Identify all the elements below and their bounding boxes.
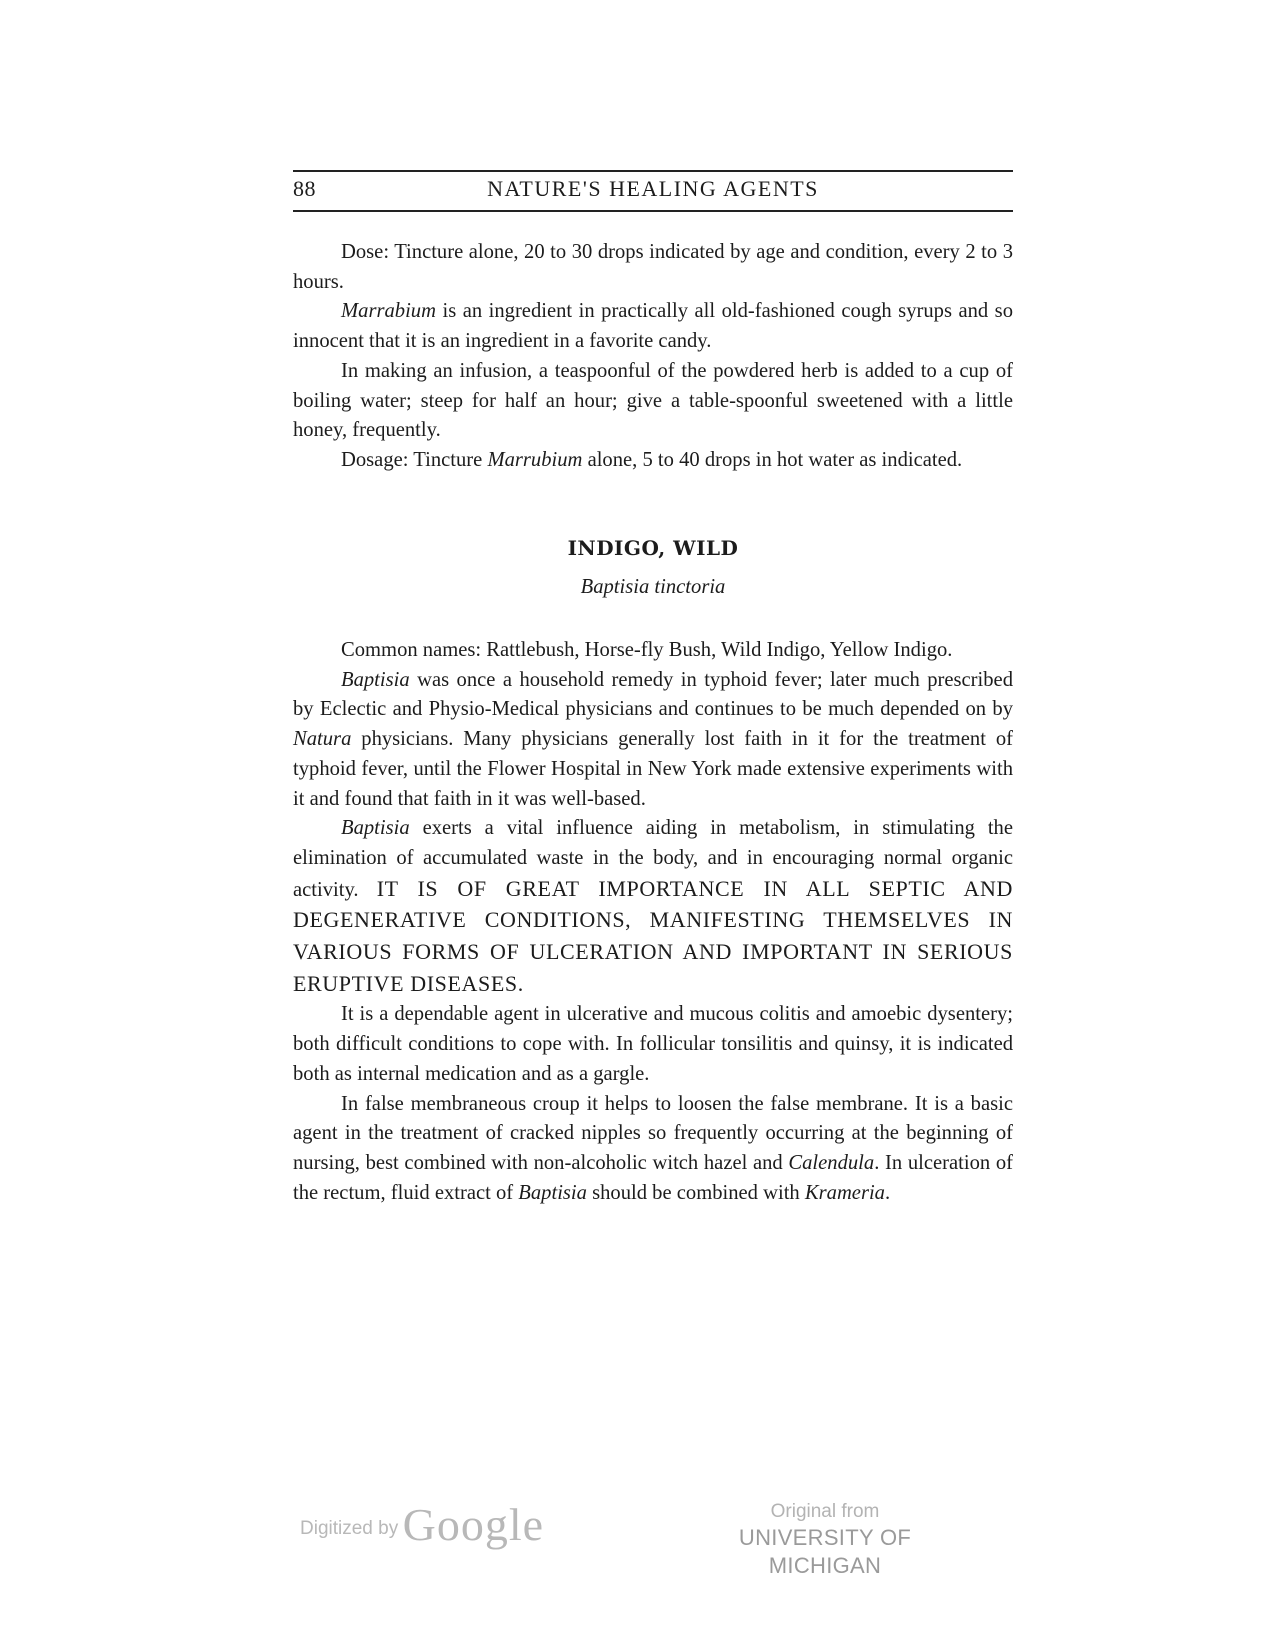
paragraph-baptisia-history: Baptisia was once a household remedy in typhoid fever; later much prescribed by Eclectic and Physio-Medical physicians and continues to be much depended on by Natura physicians. Many physicians generally lost faith in it for the treatment of typhoid fever, until the Flower Hospital in New York made extensive experiments with it and found that faith in it was well-based. [293,668,1013,810]
italic-term: Calendula [788,1151,875,1174]
google-logo-text: Google [402,1499,545,1550]
italic-term: Marrabium [341,300,436,323]
italic-term: Baptisia [518,1181,587,1204]
paragraph-dose: Dose: Tincture alone, 20 to 30 drops indicated by age and condition, every 2 to 3 hours. [293,241,1013,293]
italic-term: Natura [293,728,352,751]
italic-term: Marrubium [487,448,583,471]
running-title: NATURE'S HEALING AGENTS [487,176,819,201]
original-from-watermark [695,1500,955,1580]
body-text-bottom [293,636,1013,1208]
page-header [293,170,1013,212]
paragraph-colitis: It is a dependable agent in ulcerative and mucous colitis and amoebic dysentery; both difficult conditions to cope with. In follicular tonsilitis and quinsy, it is indicated both as internal medication and as a gargle. [293,1003,1013,1085]
paragraph-marrabium: Marrabium is an ingredient in practically all old-fashioned cough syrups and so innocent that it is an ingredient in a favorite candy. [293,300,1013,353]
original-from-label: Original from [770,1501,880,1522]
paragraph-croup: In false membraneous croup it helps to loosen the false membrane. It is a basic agent in the treatment of cracked nipples so frequently occurring at the beginning of nursing, best combined with non-alcoholic witch hazel and Calendula. In ulceration of the rectum, fluid extract of Baptisia should be combined with Krameria. [293,1092,1013,1204]
section-heading: INDIGO, WILD [567,536,739,560]
paragraph-common-names: Common names: Rattlebush, Horse-fly Bush, Wild Indigo, Yellow Indigo. [341,639,953,661]
digitized-prefix: Digitized by [300,1518,399,1539]
paragraph-baptisia-influence: Baptisia exerts a vital influence aiding in metabolism, in stimulating the elimination of accumulated waste in the body, and in encouraging normal organic activity. IT IS OF GREAT IMPORTANCE IN ALL SEPTIC AND DEGENERATIVE CONDITIONS, MANIFESTING THEMSELVES IN VARIOUS FORMS OF ULCERATION AND IMPORTANT IN SERIOUS ERUPTIVE DISEASES. [293,817,1013,996]
capitalized-emphasis: IT IS OF GREAT IMPORTANCE IN ALL SEPTIC AND DEGENERATIVE CONDITIONS, MANIFESTING THEMSELVES IN VARIOUS FORMS OF ULCERATION AND IMPORTANT IN SERIOUS ERUPTIVE DISEASES. [293,875,1013,996]
italic-term: Baptisia [341,668,410,691]
italic-term: Krameria [804,1181,885,1204]
section-subheading: Baptisia tinctoria [580,576,726,598]
paragraph-dosage: Dosage: Tincture Marrubium alone, 5 to 40 drops in hot water as indicated. [341,448,963,471]
university-label: UNIVERSITY OF MICHIGAN [738,1525,912,1578]
paragraph-infusion: In making an infusion, a teaspoonful of the powdered herb is added to a cup of boiling water; steep for half an hour; give a table-spoonful sweetened with a little honey, frequently. [293,359,1013,442]
body-text-top [293,238,1013,476]
page-number: 88 [293,176,316,201]
digitized-by-watermark [300,1498,544,1551]
italic-term: Baptisia [341,817,410,840]
